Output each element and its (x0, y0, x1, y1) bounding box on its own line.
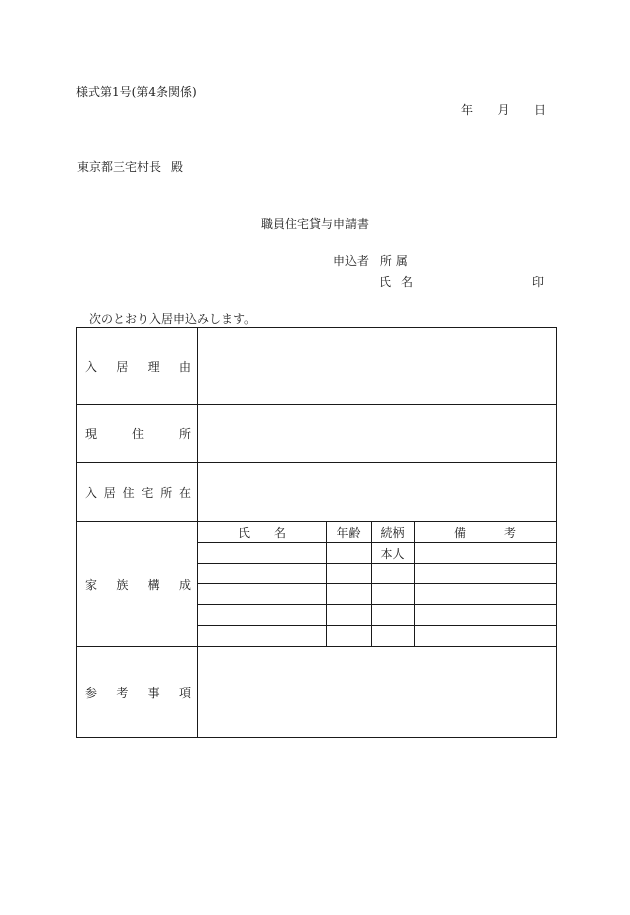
family-row-2 (198, 564, 556, 584)
reason-field[interactable] (198, 328, 556, 404)
row-label-reason (77, 328, 198, 404)
affiliation-char-1: 所 (379, 254, 392, 268)
name-char-2: 名 (401, 275, 414, 289)
current-address-field[interactable] (198, 405, 556, 462)
label-char: 入 (85, 359, 98, 374)
label-char: 構 (147, 577, 160, 592)
family-row-3 (198, 584, 556, 605)
label-char: 事 (147, 685, 160, 700)
label-char: 族 (116, 577, 129, 592)
document-title: 職員住宅貸与申請書 (260, 217, 369, 231)
row-current-address (77, 405, 556, 463)
addressee-honorific: 殿 (171, 160, 184, 174)
row-label-housing-location (77, 463, 198, 521)
date-line (461, 104, 546, 116)
header-char: 氏 (238, 526, 251, 540)
date-month: 月 (497, 103, 510, 117)
family-header-name (198, 522, 326, 543)
addressee (77, 161, 183, 173)
intro-text: 次のとおり入居申込みします。 (89, 312, 257, 326)
row-label-family (77, 522, 198, 646)
header-char: 名 (273, 526, 286, 540)
family-header-relation: 続柄 (380, 526, 405, 540)
label-char: 考 (116, 685, 129, 700)
label-char: 理 (147, 359, 160, 374)
date-day: 日 (533, 103, 546, 117)
label-char: 所 (178, 427, 191, 441)
family-header-remarks (414, 522, 556, 543)
family-subtable (198, 522, 556, 646)
label-char: 参 (85, 685, 98, 700)
label-char: 居 (103, 485, 116, 500)
label-char: 宅 (141, 485, 154, 500)
row-reason (77, 328, 556, 405)
label-char: 住 (131, 427, 144, 441)
applicant-affiliation-line (333, 255, 408, 267)
label-char: 家 (85, 577, 98, 592)
header-char: 考 (503, 526, 516, 540)
name-char-1: 氏 (379, 275, 392, 289)
label-char: 由 (178, 359, 191, 374)
seal-mark: 印 (532, 275, 545, 289)
addressee-name: 東京都三宅村長 (77, 160, 162, 174)
housing-location-field[interactable] (198, 463, 556, 521)
form-number: 様式第1号(第4条関係) (76, 85, 197, 99)
row-label-current-address (77, 405, 198, 462)
family-relation-self: 本人 (380, 547, 405, 561)
date-year: 年 (461, 103, 474, 117)
row-notes (77, 647, 556, 737)
application-table (76, 327, 557, 738)
label-char: 入 (85, 485, 98, 500)
label-char: 成 (178, 577, 191, 592)
notes-field[interactable] (198, 647, 556, 737)
label-char: 住 (122, 485, 135, 500)
row-housing-location (77, 463, 556, 522)
label-char: 項 (178, 685, 191, 700)
header-char: 備 (454, 526, 467, 540)
applicant-label: 申込者 (333, 254, 370, 268)
label-char: 現 (85, 427, 98, 441)
family-header-age: 年齢 (336, 526, 361, 540)
applicant-name-label (379, 276, 413, 288)
label-char: 在 (178, 485, 191, 500)
row-family (77, 522, 556, 647)
family-row-5 (198, 626, 556, 647)
row-label-notes (77, 647, 198, 737)
affiliation-char-2: 属 (395, 254, 408, 268)
family-row-4 (198, 605, 556, 626)
label-char: 居 (116, 359, 129, 374)
affiliation-label (380, 255, 408, 267)
label-char: 所 (160, 485, 173, 500)
